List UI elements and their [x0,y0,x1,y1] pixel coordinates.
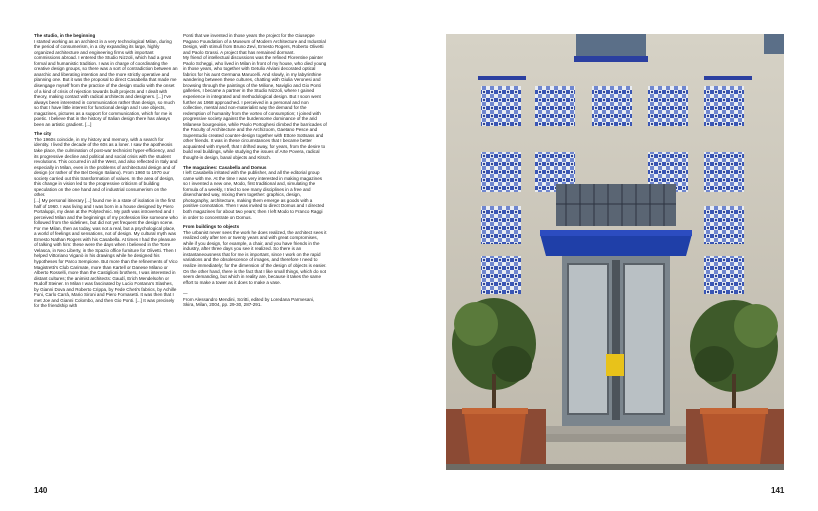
section-text: The urbanist never sees the work he does realized, the architect sees it realized only after ten or twenty years and with great compromises, while if you design, for example, a chair, and you have friends in the industry, after three days you see it realized. So there is an instantaneousness that for me is important, since I work on the rapid variations and the obsolescence of images, and therefore I need to realize immediately; for the dimension of the design of objects is easier. On the other hand, there is the fact that I like small things, which do not seem demanding, but which in reality are, because it takes the same effort to make a tower as it does to make a vase. [183,229,327,285]
page-number-left: 140 [34,486,48,495]
section-text: Ponti that we invented in those years the project for the Giuseppe Pagano Foundation of a Museum of Modern Architecture and Industrial Design, with stimuli from Bruno Zevi, Ernesto Rogers, Roberto Olivetti and Paolo Grassi. A project that has remained dormant. My friend of intellectual discussions was the refined Florentine painter Paolo Scheggi, who lived in Milan in front of my house, who died young in those years, who together with Getulio Alviani decorated optical fabrics for his aunt Germana Marucelli. And slowly, in my labyrinthine wandering between these cultures, chatting with Giulia Veronesi and browsing through the paintings of the Milione, Naviglio and Gio Ponti galleries, I became a partner in the Studio Nizzoli, where I gained experience in integrated and methodological design. But I soon went further as 1968 approached. I perceived in a personal and non collective, mental and non-materialist way the demand for the redemption of humanity from the vortex of consumption; I joined with progressive society against the burdensome dominance of the arid Milanese bourgeoisie, while Paolo Portoghesi climbed the barricades of the Faculty of Architecture and the Archizoom, Gaetano Pesce and Superstudio created counter-design together with Ettore Sottsass and other friends. It was in these circumstances that I became better acquainted with myself, that I drifted away, for years, from the desire to build real buildings, while studying the issues of Arte Povera, radical thought-in design, banal objects and Kitsch. [183,33,327,161]
building-facade-photo [446,34,784,470]
tile-panel [481,86,744,126]
section-text: I started working as an architect in a very technological Milan, during the period of consumerism, in a city expanding its large, highly organized architecture and engineering firms with important commissions abroad. I entered the Studio Nizzoli, which had a great formal and humanistic tradition. I was in charge of coordinating the creative design groups, so there was a sort of contradiction between an anarchic and liberating intention and the more strictly operative and planning one. But it was the proposal to direct Casabella that made me disengage myself from the practice of the design studio with the onset of a kind of crisis of rejection towards built projects and I dealt with theory, making contact with radical architects and designers. [...] I've always been interested in communication rather than design, so much so that I have little interest for functional design and I use objects, magazines, pictures as a support for communication, which for me is poetic. I believe that in the history of Italian design there has always been an artistic gradient. [...] [34,38,178,127]
yellow-sign [606,354,624,376]
section-heading: The city [34,131,52,137]
section-text: I left Casabella irritated with the publisher, and all the editorial group came with me. At the time I was very interested in making magazines so I invented a new one, Modo, first traditional and, simulating the formula of a weekly, I tried to see many disciplines in a free and disenchanted way, mixing them together: graphics, design, photography, architecture, making them emerge as goods with a positive connotation. Then I was invited to direct Domus and I directed both magazines for about two years; then I left Modo to Franco Raggi in order to concentrate on Domus. [183,170,325,220]
text-column-2 [183,33,327,308]
page-number-right: 141 [771,486,785,495]
section-text: The 1960s coincide, in my history and memory, with a search for identity. I lived the decade of the 60s as a loner. I saw the apotheosis take place, the culmination of post-war technicist hyper-efficiency, and its progressive decline and political and social crisis with the student revolutions. This occurred in all the West, and also reflected in Italy and especially in Milan, even in the problems of architectural design and of design (or rather of the Bel Design Italiano). From 1960 to 1970 our society carried out this transformation of values. In the area of design, this change in vision led to the progressive criticism of building speculation on the one hand and of industrial consumerism on the other. [...] My personal itinerary [...] found me in a state of isolation in the first half of 1960. I was living and I was born in a house designed by Piero Portaluppi, my dean at the Polytechnic. My path was introverted and I perceived Milan and the beginnings of my profession like someone who followed from the sidelines, but did not yet frequent the design scene. For me Milan, then as today, was not a real, but a psychological place, a world of feelings and sensations, not of design. My cultural myth was Ernesto Nathan Rogers with his Casabella. At times I had the pleasure of talking with him: these were the days when I believed in the Torre Velasca, in Neo Liberty, in the Spazio office furniture for Olivetti. Then I helped Vittoriano Viganò in his drawings while he designed his hypotheses for Parco Sempione. But more than the refinements of Vico Magistretti's Club Carimate, more than Kartell or Danese Milano or Alberto Rosselli, more than the Castiglioni brothers, I was interested in distant cultures; the animist architects: Gaudí, Erich Mendelsohn or Rudolf Steiner. In Milan I was fascinated by Lucio Fontana's Slashes, by Gianni Dova and Roberto Crippa, by Fede Cheti's fabrics, by Achille Funi, Carlo Carrà, Mario Sironi and Piero Fornasetti. It was then that I met Joe and Gianni Colombo, and then Gio Ponti. [...] It was precisely for the friendship with [34,136,178,309]
source-citation: — From Alessandro Mendini, Scritti, edited by Loredana Parmesani, Skira, Milan, 2004, pp. 29-30, 287-291. [183,291,315,308]
section-heading: From buildings to objects [183,224,240,230]
section-heading: The magazines: Casabella and Domus [183,164,267,170]
text-column-1 [34,33,178,309]
section-heading: The studio, in the beginning [34,33,96,38]
